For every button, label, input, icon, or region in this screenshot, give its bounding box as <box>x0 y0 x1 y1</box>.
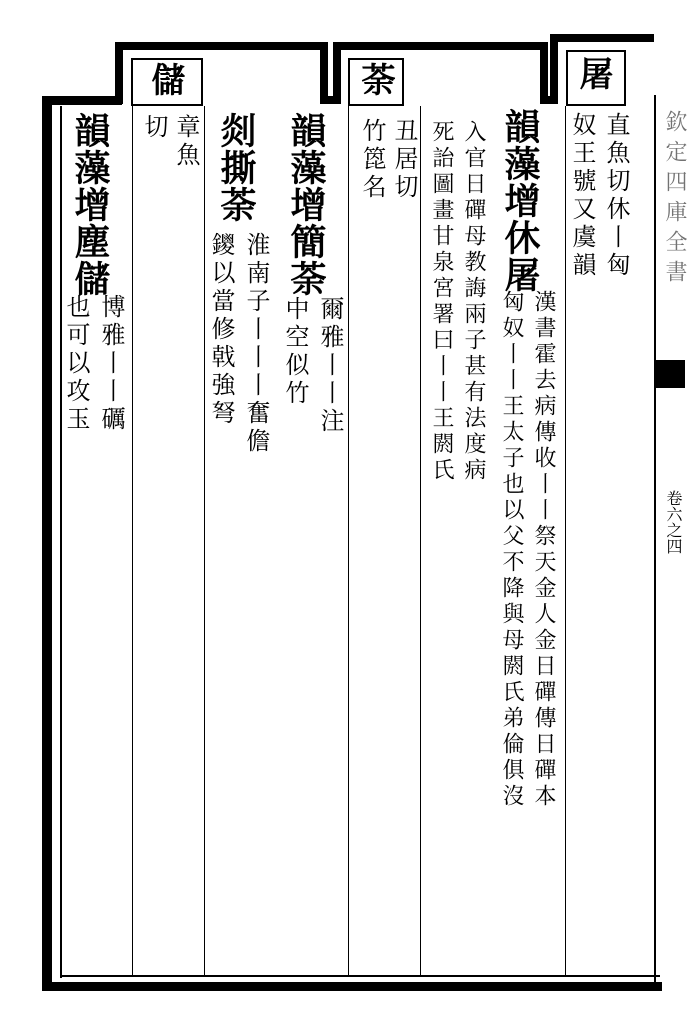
entry-heading-3: 剡撕荼 <box>215 112 257 223</box>
column-divider-5 <box>565 106 566 976</box>
frame-inner-left-line <box>60 106 62 978</box>
header-step-1-left <box>115 42 123 104</box>
header-step-2 <box>333 42 543 50</box>
entry-note-2a: 切 <box>140 114 168 142</box>
entry-heading-4: 韻藻增簡荼 <box>285 112 327 297</box>
frame-bottom-border <box>42 982 662 991</box>
entry-note-6a: 死詒圖畫甘泉宮署曰丨丨王閼氏 <box>429 120 454 484</box>
entry-note-1b: 博雅丨丨礪 <box>97 294 125 434</box>
entry-note-3a: 鑁以當修戟強弩 <box>207 232 235 428</box>
frame-top-border <box>42 96 122 105</box>
entry-note-8b: 直魚切休丨匈 <box>602 112 630 280</box>
entry-note-8a: 奴王號又虞韻 <box>568 112 596 280</box>
header-step-2-left <box>333 42 341 104</box>
tab-label-1: 儲 <box>145 62 185 96</box>
right-edge-line <box>654 95 656 990</box>
entry-note-1a: 也可以攻玉 <box>62 294 90 434</box>
entry-note-6b: 入官日磾母教誨兩子甚有法度病 <box>461 120 486 484</box>
entry-heading-7: 韻藻增休屠 <box>499 108 541 293</box>
right-edge-black-mark <box>655 360 685 388</box>
frame-inner-bottom-line <box>60 975 660 977</box>
right-edge-volume-label: 卷六之四 <box>664 490 683 554</box>
entry-note-3b: 淮南子丨丨丨奮儋 <box>242 232 270 456</box>
entry-note-4a: 中空似竹 <box>281 296 309 408</box>
entry-note-7a: 匈奴丨丨王太子也以父不降與母閼氏弟倫俱沒 <box>499 290 524 810</box>
column-divider-2 <box>204 106 205 976</box>
header-step-2-right <box>540 42 548 104</box>
entry-note-7b: 漢書霍去病傳收丨丨祭天金人金日磾傳日磾本 <box>531 290 556 810</box>
header-step-1 <box>115 42 323 50</box>
frame-left-border <box>42 96 52 990</box>
column-divider-4 <box>420 106 421 976</box>
column-divider-3 <box>348 106 349 976</box>
entry-note-4b: 爾雅丨丨注 <box>316 296 344 436</box>
entry-heading-1: 韻藻增塵儲 <box>69 112 111 297</box>
entry-note-2b: 章魚 <box>172 114 200 170</box>
header-step-1-right <box>320 42 328 104</box>
right-edge-title-fragment: 欽定四庫全書 <box>662 110 687 290</box>
header-step-3-left <box>550 34 558 104</box>
tab-label-3: 屠 <box>573 56 613 90</box>
tab-label-2: 荼 <box>355 62 395 96</box>
entry-note-5b: 丑居切 <box>390 118 418 202</box>
entry-note-5a: 竹箆名 <box>358 118 386 202</box>
header-step-3 <box>550 34 654 42</box>
column-divider-1 <box>132 106 133 976</box>
